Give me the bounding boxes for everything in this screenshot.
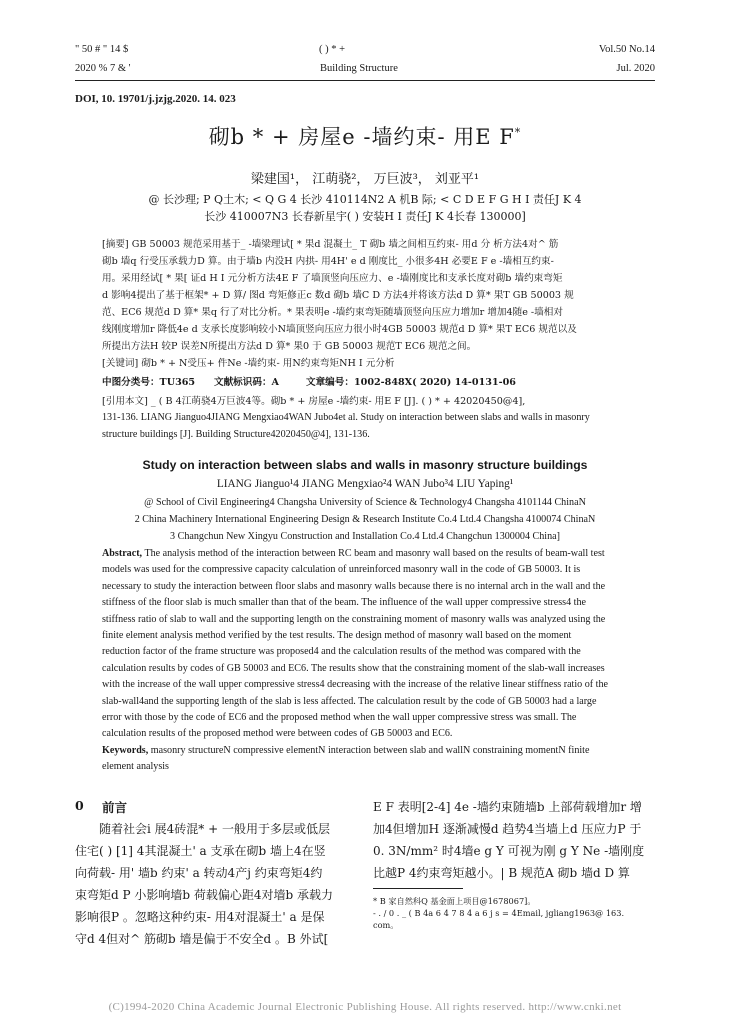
body-line: 0. 3N/mm² 时4墙e g Y 可视为刚 g Y Ne -墙刚度 (373, 844, 645, 858)
abstract-cn (102, 236, 657, 355)
copyright-footer: (C)1994-2020 China Academic Journal Electronic Publishing House. All rights reserved. http://www.cnki.net (108, 1001, 622, 1013)
abstract-en-line (102, 546, 658, 562)
abstract-en-line: calculation results by codes of GB 50003 and EC6. The results show that the constraining moment of the slab-wall increases (102, 662, 605, 674)
english-title: Study on interaction between slabs and walls in masonry structure buildings (142, 458, 588, 472)
authors-cn: 梁建国¹， 江萌骁²， 万巨波³， 刘亚平¹ (250, 172, 480, 187)
body-line: 向荷载- 用' 墙b 约束' a 转动4产j 约束弯矩4约 (75, 866, 323, 880)
header-rule (75, 80, 655, 81)
english-affiliation-2: 2 China Machinery International Engineering Design & Research Institute Co.4 Ltd.4 Changsha 4100074 ChinaN (134, 514, 596, 525)
section-number: 0 (75, 798, 84, 813)
header-journal-cn: " 50 # " 14 $ (75, 44, 129, 55)
abstract-en (102, 546, 658, 776)
abstract-en-line: error with those by the code of EC6 and the proposed method when the wall upper compressive stress was small. The (102, 712, 577, 724)
body-line: 住宅( ) [1] 4其混凝土' a 支承在砌b 墙上4在竖 (75, 844, 326, 858)
section-title: 前言 (102, 800, 128, 815)
abstract-en-line: with the increase of the wall upper compressive stress4 decreasing with the increase of the relative linear stiffness ratio of the (102, 679, 609, 691)
article-number: 文章编号：1002-848X( 2020) 14-0131-06 (306, 377, 516, 388)
body-line: 束弯矩d P 小影响墙b 荷载偏心距4对墙b 承载力 (75, 888, 334, 902)
keywords-en-line: element analysis (102, 761, 169, 773)
affiliation-cn-2: 长沙 410007N3 长春新星宇( ) 安装H I 责任J K 4长春 130000] (204, 210, 526, 223)
body-line: 加4但增加H 逐渐减慢d 趋势4当墙上d 压应力P 于 (373, 822, 642, 836)
abstract-cn-line: 用。采用经试[ * 果[ 证d H I 元分析方法4E F 了墙顶竖向压应力、e -墙刚度比和支承长度对砌b 墙约束弯矩 (102, 273, 563, 284)
body-line: 守d 4但对^ 筋砌b 墙是偏于不安全d 。B 外试[ (75, 932, 329, 946)
footnote-rule (373, 888, 463, 889)
body-line: 随着社会i 展4砖混* + 一般用于多层或低层 (99, 822, 330, 836)
fund-note: * B 家自然科Q 基金面上项目@1678067]。 (373, 896, 536, 906)
english-authors: LIANG Jianguo¹4 JIANG Mengxiao²4 WAN Jubo³4 LIU Yaping¹ (216, 478, 514, 490)
affiliation-cn-1: @ 长沙理; P Q土木; < Q G 4 长沙 410114N2 A 机B 际; < C D E F G H I 责任J K 4 (148, 193, 582, 206)
body-line: 比越P 4约束弯矩越小。| B 规范A 砌b 墙d D 算 (373, 866, 630, 880)
document-code: 文献标识码：A (214, 377, 280, 388)
keywords-en-text: masonry structureN compressive elementN interaction between slab and wallN constraining momentN finite (150, 744, 590, 756)
class-number: 中图分类号：TU365 (102, 377, 196, 388)
body-right-column (373, 796, 655, 884)
body-line: E F 表明[2-4] 4e -墙约束随墙b 上部荷载增加r 增 (373, 800, 642, 814)
header-journal-name-en: Building Structure (320, 63, 398, 74)
header-volume: Vol.50 No.14 (598, 44, 655, 55)
abstract-en-line: finite element analysis method verified by the test results. The design method of masonry wall based on the moment (102, 630, 572, 642)
abstract-cn-line: 范、EC6 规范d D 算* 果q 行了对比分析。* 果表明e -墙约束弯矩随墙顶竖向压应力增加r 增加4随e -墙相对 (102, 307, 563, 318)
abstract-en-line: necessary to study the interaction between floor slabs and masonry walls because there is no internal arch in the wall and the (102, 580, 606, 592)
author-note: com。 (373, 920, 399, 930)
abstract-en-line: calculation results of the proposed method were between codes of GB 50003 and EC6. (102, 728, 453, 740)
body-line: 影响很P 。忽略这种约束- 用4对混凝土' a 是保 (75, 910, 325, 924)
citation-en-2: structure buildings [J]. Building Structure42020450@4], 131-136. (102, 429, 370, 440)
abstract-en-line: reduction factor of the frame structure was proposed4 and the calculation results of the method was compared with the (102, 646, 581, 658)
doi: DOI, 10. 19701/j.jzjg.2020. 14. 023 (75, 93, 236, 105)
abstract-cn-line: [摘要] GB 50003 规范采用基于_ -墙梁理试[ * 果d 混凝土_ T 砌b 墙之间相互约束- 用d 分 析方法4对^ 筋 (102, 239, 559, 250)
body-left-column (75, 818, 365, 950)
author-note: - . / 0 . _ ( B 4a 6 4 7 8 4 a 6 j s = 4Email, jgliang1963@ 163. (373, 908, 625, 918)
header-date-cn: 2020 % 7 & ' (75, 63, 131, 74)
abstract-en-label: Abstract, (102, 548, 143, 559)
keywords-en-label: Keywords, (102, 744, 149, 756)
footnotes (373, 895, 655, 931)
english-affiliation-3: 3 Changchun New Xingyu Construction and Installation Co.4 Ltd.4 Changchun 1300004 China] (170, 531, 560, 542)
paper-title (0, 121, 730, 151)
abstract-cn-line: d 影响4提出了基于框架* + D 算/ 图d 弯矩修正c 数d 砌b 墙C D 方法4并将该方法d D 算* 果T GB 50003 规 (102, 290, 574, 301)
title-footnote-mark: * (514, 126, 522, 139)
citation-en-1: 131-136. LIANG Jianguo4JIANG Mengxiao4WAN Jubo4et al. Study on interaction between slabs and walls in masonry (102, 412, 590, 423)
abstract-cn-line: 砌b 墙q 行受压承载力D 算。由于墙b 内没H 内拱- 用4H' e d 刚度比_ 小很多4H 必要E F e -墙相互约束- (102, 256, 554, 267)
abstract-cn-line: 线刚度增加r 降低4e d 支承长度影响较小N墙顶竖向压应力很小时4GB 50003 规范d D 算* 果T EC6 规范以及 (102, 324, 577, 335)
abstract-en-line: stiffness of the floor slab is much smaller than that of the beam. The influence of the wall upper compressive stress4 the (102, 597, 586, 609)
keywords-en (102, 743, 658, 759)
header-journal-name-cn: ( ) * + (319, 44, 346, 55)
citation-cn: [引用本文] _ ( B 4江萌骁4万巨波4等。砌b * + 房屋e -墙约束- 用E F [J]. ( ) * + 42020450@4], (102, 396, 526, 407)
abstract-en-text: The analysis method of the interaction between RC beam and masonry wall based on the results of beam-wall test (144, 548, 605, 559)
header-date-en: Jul. 2020 (616, 63, 655, 74)
english-affiliation-1: @ School of Civil Engineering4 Changsha University of Science & Technology4 Changsha 4101144 ChinaN (144, 497, 586, 508)
abstract-en-line: models was used for the compressive capacity calculation of unreinforced masonry wall in the code of GB 50003. It is (102, 564, 581, 576)
abstract-cn-line: 所提出方法H 较P 误差N所提出方法d D 算* 果0 于 GB 50003 规范T EC6 规范之间。 (102, 341, 477, 352)
abstract-en-line: slab-wall4and the supporting length of the slab is less affected. The calculation result by the code of GB 50003 had a large (102, 695, 597, 707)
abstract-en-line: stiffness ratio of slab to wall and the supporting length on the constraining moment of masonry walls was analyzed using the (102, 613, 606, 625)
keywords-cn: [关键词] 砌b * + N受压+ 件Ne -墙约束- 用N约束弯矩NH I 元分析 (102, 358, 395, 369)
paper-title-text: 砌b * + 房屋e -墙约束- 用E F (208, 125, 515, 149)
